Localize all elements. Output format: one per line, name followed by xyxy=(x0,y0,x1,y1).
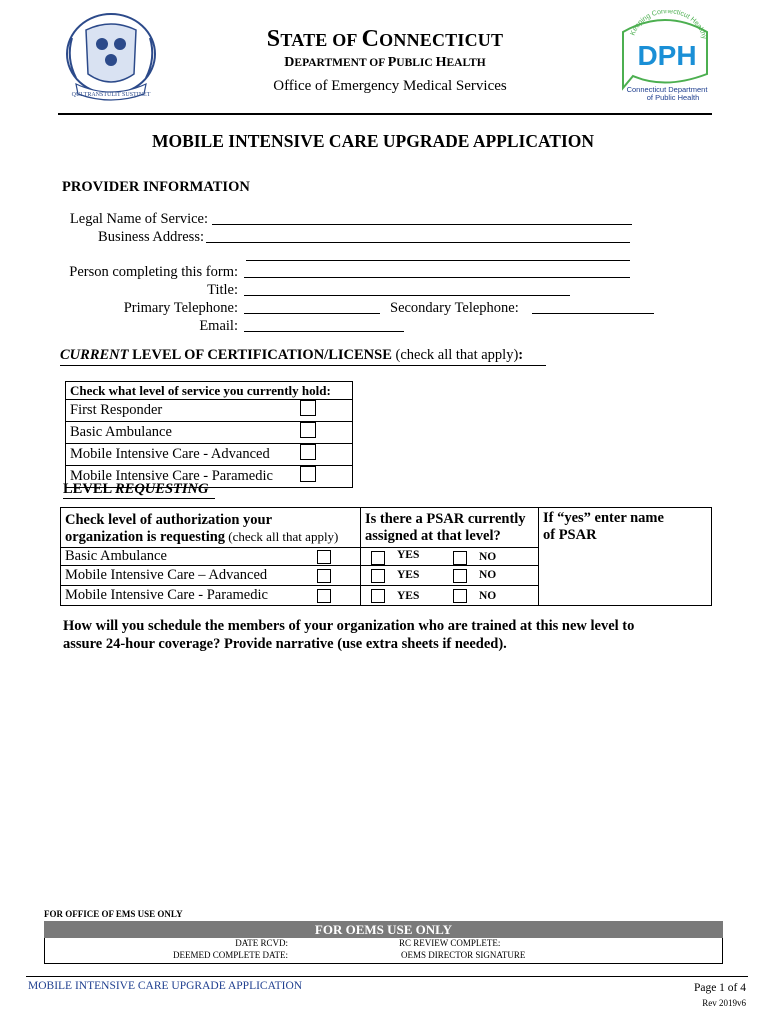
director-signature-label: OEMS DIRECTOR SIGNATURE xyxy=(401,950,526,960)
yes-label: YES xyxy=(397,590,420,602)
checkbox-psar-yes[interactable] xyxy=(371,589,385,603)
col2-header-line1: Is there a PSAR currently xyxy=(365,510,526,527)
schedule-question-line2: assure 24-hour coverage? Provide narrative (use extra sheets if needed). xyxy=(63,636,507,652)
oems-use-box xyxy=(44,938,723,964)
dph-logo xyxy=(615,10,715,102)
current-level-table xyxy=(65,381,353,488)
col2-header-line2: assigned at that level? xyxy=(365,527,501,544)
checkbox-request-paramedic[interactable] xyxy=(317,589,331,603)
level-requesting-heading: LEVEL REQUESTING xyxy=(63,481,215,499)
svg-text:DPH: DPH xyxy=(637,40,697,71)
checkbox-mic-paramedic[interactable] xyxy=(300,466,316,482)
primary-phone-field[interactable] xyxy=(244,313,380,314)
legal-name-label: Legal Name of Service: xyxy=(69,211,208,227)
office-name: Office of Emergency Medical Services xyxy=(273,78,507,94)
checkbox-basic-ambulance[interactable] xyxy=(300,422,316,438)
secondary-phone-field[interactable] xyxy=(532,313,654,314)
footer-divider xyxy=(26,976,748,977)
business-address-label: Business Address: xyxy=(98,229,204,245)
col3-header-line1: If “yes” enter name xyxy=(543,510,664,526)
state-title: STATE OF CONNECTICUT xyxy=(266,26,504,52)
checkbox-mic-advanced[interactable] xyxy=(300,444,316,460)
yes-label: YES xyxy=(397,549,420,561)
person-completing-label: Person completing this form: xyxy=(69,264,238,280)
requesting-label: Basic Ambulance xyxy=(65,548,167,564)
primary-phone-label: Primary Telephone: xyxy=(123,300,238,316)
svg-text:QUI TRANSTULIT SUSTINET: QUI TRANSTULIT SUSTINET xyxy=(71,92,151,98)
current-level-option-label: Mobile Intensive Care - Advanced xyxy=(66,444,297,466)
svg-text:Keeping Connecticut Healthy: Keeping Connecticut Healthy xyxy=(629,10,708,40)
current-level-heading: CURRENT LEVEL OF CERTIFICATION/LICENSE (check all that apply): xyxy=(60,347,546,366)
form-title: MOBILE INTENSIVE CARE UPGRADE APPLICATION xyxy=(151,131,595,151)
col3-header-line2: of PSAR xyxy=(543,527,597,543)
business-address-field-2[interactable] xyxy=(246,260,630,261)
checkbox-request-basic[interactable] xyxy=(317,550,331,564)
checkbox-first-responder[interactable] xyxy=(300,400,316,416)
current-level-table-header: Check what level of service you currently hold: xyxy=(66,382,353,400)
current-level-row xyxy=(66,422,353,444)
checkbox-psar-no[interactable] xyxy=(453,569,467,583)
current-level-option-label: First Responder xyxy=(66,400,297,422)
no-label: NO xyxy=(479,569,497,581)
col1-header-line1: Check level of authorization your xyxy=(65,511,273,528)
yes-label: YES xyxy=(397,569,420,581)
requesting-label: Mobile Intensive Care – Advanced xyxy=(65,567,268,583)
page-number: Page 1 of 4 xyxy=(693,982,746,994)
svg-text:of Public Health: of Public Health xyxy=(646,93,700,102)
current-level-option-label: Basic Ambulance xyxy=(66,422,297,444)
narrative-area[interactable] xyxy=(63,660,713,900)
header-divider xyxy=(58,113,712,115)
checkbox-psar-no[interactable] xyxy=(453,551,467,565)
business-address-field[interactable] xyxy=(206,242,630,243)
level-requesting-table xyxy=(60,507,712,606)
deemed-complete-label: DEEMED COMPLETE DATE: xyxy=(173,950,288,960)
oems-use-bar: FOR OEMS USE ONLY xyxy=(44,921,723,938)
col1-header-line2: organization is requesting (check all that apply) xyxy=(65,528,339,545)
footer-doc-title: MOBILE INTENSIVE CARE UPGRADE APPLICATION xyxy=(28,980,303,992)
legal-name-field[interactable] xyxy=(212,224,632,225)
checkbox-psar-no[interactable] xyxy=(453,589,467,603)
revision: Rev 2019v6 xyxy=(702,998,746,1008)
secondary-phone-label: Secondary Telephone: xyxy=(390,300,519,316)
no-label: NO xyxy=(479,590,497,602)
current-level-option-label: Mobile Intensive Care - Paramedic xyxy=(66,466,297,488)
email-label: Email: xyxy=(199,318,238,334)
provider-heading: PROVIDER INFORMATION xyxy=(62,179,250,195)
no-label: NO xyxy=(479,551,497,563)
schedule-question-line1: How will you schedule the members of your organization who are trained at this new level to xyxy=(63,618,635,634)
date-rcvd-label: DATE RCVD: xyxy=(235,938,288,948)
title-label: Title: xyxy=(207,282,238,298)
title-field[interactable] xyxy=(244,295,570,296)
current-level-row xyxy=(66,400,353,422)
person-completing-field[interactable] xyxy=(244,277,630,278)
checkbox-request-advanced[interactable] xyxy=(317,569,331,583)
department-title: DEPARTMENT OF PUBLIC HEALTH xyxy=(284,55,486,70)
requesting-label: Mobile Intensive Care - Paramedic xyxy=(65,587,268,603)
current-level-row xyxy=(66,444,353,466)
checkbox-psar-yes[interactable] xyxy=(371,551,385,565)
rc-review-label: RC REVIEW COMPLETE: xyxy=(399,938,501,948)
office-use-label: FOR OFFICE OF EMS USE ONLY xyxy=(44,909,183,919)
svg-text:Connecticut Department: Connecticut Department xyxy=(626,85,708,94)
checkbox-psar-yes[interactable] xyxy=(371,569,385,583)
email-field[interactable] xyxy=(244,331,404,332)
